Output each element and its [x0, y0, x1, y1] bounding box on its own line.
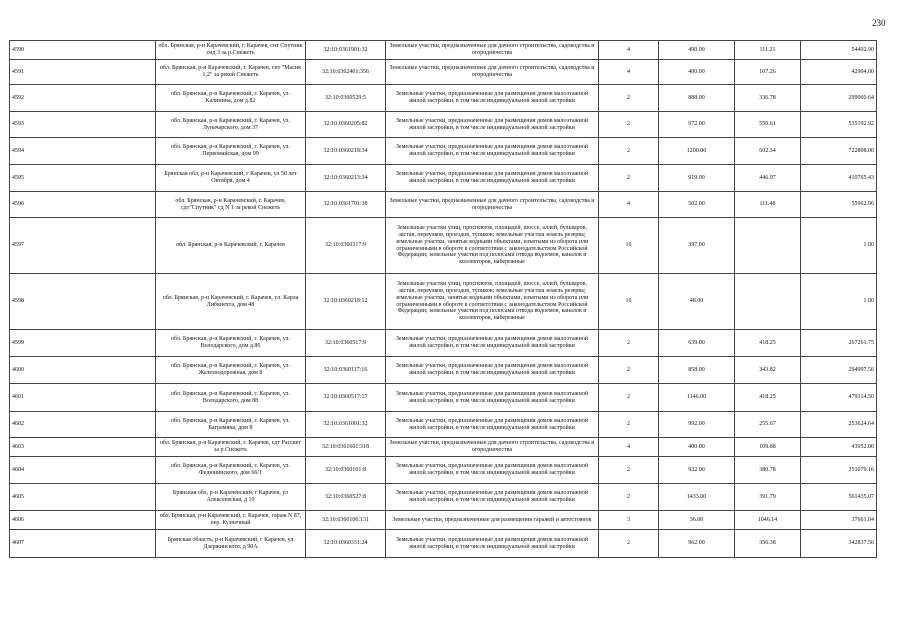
specific-value-cell: 1046.14 — [735, 511, 801, 530]
cadastral-value-cell: 55962.96 — [801, 192, 877, 218]
specific-value-cell: 356.38 — [735, 530, 801, 558]
specific-value-cell: 418.25 — [735, 384, 801, 412]
use-group-cell: 2 — [599, 457, 659, 484]
specific-value-cell: 418.25 — [735, 330, 801, 357]
cadastral-number-cell: 32:10:0360317:9 — [306, 218, 386, 274]
use-group-cell: 2 — [599, 357, 659, 384]
area-cell: 1146.00 — [659, 384, 735, 412]
area-cell: 1433.00 — [659, 484, 735, 511]
cadastral-number-cell: 32:10:0360117:16 — [306, 357, 386, 384]
use-group-cell: 4 — [599, 60, 659, 85]
row-number: 4601 — [10, 384, 156, 412]
land-use-cell: Земельные участки, предназначенные для размещения домов малоэтажной жилой застройки, в том числе индивидуальной жилой застройки — [386, 530, 599, 558]
land-use-cell: Земельные участки улиц, проспектов, площадей, шоссе, аллей, бульваров, застав, переулков, проездов, тупиков; земельные участки земель резерва; земельные участки, занятые водными объектами, изъятыми из оборота или ограниченными в обороте в соответствии с законодательством Российской Федерации; земельные участки под полосами отвода водоемов, каналов и коллекторов, набережные — [386, 274, 599, 330]
land-use-cell: Земельные участки, предназначенные для размещения домов малоэтажной жилой застройки, в том числе индивидуальной жилой застройки — [386, 165, 599, 192]
area-cell: 972.00 — [659, 112, 735, 138]
table-row — [10, 60, 877, 85]
cadastral-value-cell: 1.00 — [801, 218, 877, 274]
cadastral-number-cell: 32:10:0361901:32 — [306, 41, 386, 60]
specific-value-cell: 391.79 — [735, 484, 801, 511]
row-number: 4606 — [10, 511, 156, 530]
area-cell: 400.00 — [659, 438, 735, 457]
specific-value-cell: 111.21 — [735, 41, 801, 60]
address-cell: обл. Брянская, р-н Карачевский, г. Карачев — [156, 218, 306, 274]
cadastral-value-cell: 479314.50 — [801, 384, 877, 412]
table-row — [10, 384, 877, 412]
land-use-cell: Земельные участки улиц, проспектов, площадей, шоссе, аллей, бульваров, застав, переулков, проездов, тупиков; земельные участки земель резерва; земельные участки, занятые водными объектами, изъятыми из оборота или ограниченными в обороте в соответствии с законодательством Российской Федерации; земельные участки под полосами отвода водоемов, каналов и коллекторов, набережные — [386, 218, 599, 274]
cadastral-number-cell: 32:10:0360218:34 — [306, 138, 386, 165]
use-group-cell: 2 — [599, 112, 659, 138]
use-group-cell: 4 — [599, 41, 659, 60]
area-cell: 888.00 — [659, 85, 735, 112]
row-number: 4604 — [10, 457, 156, 484]
area-cell: 48.00 — [659, 274, 735, 330]
row-number: 4597 — [10, 218, 156, 274]
table-row — [10, 85, 877, 112]
row-number: 4605 — [10, 484, 156, 511]
use-group-cell: 2 — [599, 384, 659, 412]
cadastral-value-cell: 410765.43 — [801, 165, 877, 192]
table-row — [10, 41, 877, 60]
area-cell: 639.00 — [659, 330, 735, 357]
use-group-cell: 2 — [599, 330, 659, 357]
cadastral-value-cell: 267261.75 — [801, 330, 877, 357]
row-number: 4598 — [10, 274, 156, 330]
specific-value-cell: 255.67 — [735, 412, 801, 438]
use-group-cell: 16 — [599, 218, 659, 274]
area-cell: 502.00 — [659, 192, 735, 218]
cadastral-number-cell: 32:10:0360529:5 — [306, 85, 386, 112]
address-cell: Брянская обл, р-н Карачевский, г Карачев, ул Алексеевская, д 10 — [156, 484, 306, 511]
table-row — [10, 412, 877, 438]
address-cell: обл. Брянская, р-н Карачевский, г. Карачев, ул. Володарского, дом 88 — [156, 384, 306, 412]
cadastral-value-cell: 294997.56 — [801, 357, 877, 384]
cadastral-number-cell: 32:10:0360517:17 — [306, 384, 386, 412]
cadastral-number-cell: 32:10:0360101:8 — [306, 457, 386, 484]
land-use-cell: Земельные участки, предназначенные для размещения домов малоэтажной жилой застройки, в том числе индивидуальной жилой застройки — [386, 112, 599, 138]
cadastral-number-cell: 32:10:0361001:32 — [306, 412, 386, 438]
table-row — [10, 357, 877, 384]
land-use-cell: Земельные участки, предназначенные для размещения домов малоэтажной жилой застройки, в том числе индивидуальной жилой застройки — [386, 484, 599, 511]
cadastral-value-table — [9, 40, 877, 558]
row-number: 4594 — [10, 138, 156, 165]
row-number: 4602 — [10, 412, 156, 438]
address-cell: обл. Брянская, р-н Карачевский, г. Карачев, ул. Баграмяна, дом 8 — [156, 412, 306, 438]
land-use-cell: Земельные участки, предназначенные для размещения домов малоэтажной жилой застройки, в том числе индивидуальной жилой застройки — [386, 412, 599, 438]
address-cell: обл. Брянская, р-н Карачевский, г. Карачев, сдт"Спутник" сд N 1 за рекой Снежеть — [156, 192, 306, 218]
area-cell: 1200.00 — [659, 138, 735, 165]
row-number: 4595 — [10, 165, 156, 192]
specific-value-cell: 380.78 — [735, 457, 801, 484]
address-cell: обл. Брянская, р-н Карачевский, г. Карачев, ул. Федюнинского, дом 66/1 — [156, 457, 306, 484]
specific-value-cell: 446.97 — [735, 165, 801, 192]
cadastral-value-cell: 1.00 — [801, 274, 877, 330]
cadastral-value-cell: 42904.00 — [801, 60, 877, 85]
row-number: 4607 — [10, 530, 156, 558]
land-use-cell: Земельные участки, предназначенные для дачного строительства, садоводства и огородничества — [386, 438, 599, 457]
address-cell: обл. Брянская, р-н Карачевский, г. Карачев, ул. Железнодорожная, дом 8 — [156, 357, 306, 384]
cadastral-value-cell: 722808.00 — [801, 138, 877, 165]
specific-value-cell: 111.48 — [735, 192, 801, 218]
table-body — [10, 41, 877, 558]
cadastral-number-cell: 32:10:0360205:82 — [306, 112, 386, 138]
cadastral-number-cell: 32:10:0361701:38 — [306, 192, 386, 218]
address-cell: обл. Брянская, р-н Карачевский, г. Карачев, сдт Рассвет за р.Снежеть — [156, 438, 306, 457]
specific-value-cell — [735, 218, 801, 274]
area-cell: 919.00 — [659, 165, 735, 192]
cadastral-value-cell: 561435.07 — [801, 484, 877, 511]
cadastral-value-cell: 342837.56 — [801, 530, 877, 558]
use-group-cell: 2 — [599, 138, 659, 165]
use-group-cell: 3 — [599, 511, 659, 530]
cadastral-number-cell: 32:10:0360527:8 — [306, 484, 386, 511]
cadastral-value-cell: 54492.90 — [801, 41, 877, 60]
specific-value-cell: 602.34 — [735, 138, 801, 165]
area-cell: 36.00 — [659, 511, 735, 530]
land-use-cell: Земельные участки, предназначенные для дачного строительства, садоводства и огородничества — [386, 192, 599, 218]
table-row — [10, 192, 877, 218]
address-cell: обл. Брянская, р-н Карачевский, г. Карачев, гараж N 87, пер. Кузнечный — [156, 511, 306, 530]
land-use-cell: Земельные участки, предназначенные для размещения домов малоэтажной жилой застройки, в том числе индивидуальной жилой застройки — [386, 138, 599, 165]
area-cell: 490.00 — [659, 41, 735, 60]
use-group-cell: 2 — [599, 484, 659, 511]
table-row — [10, 165, 877, 192]
specific-value-cell: 343.82 — [735, 357, 801, 384]
specific-value-cell: 550.61 — [735, 112, 801, 138]
use-group-cell: 2 — [599, 530, 659, 558]
address-cell: обл. Брянская, р-н Карачевский, г. Карачев, ул. Калинина, дом д.82 — [156, 85, 306, 112]
row-number: 4599 — [10, 330, 156, 357]
use-group-cell: 4 — [599, 192, 659, 218]
land-use-cell: Земельные участки, предназначенные для размещения домов малоэтажной жилой застройки, в том числе индивидуальной жилой застройки — [386, 330, 599, 357]
page-number: 230 — [872, 18, 886, 28]
specific-value-cell: 336.78 — [735, 85, 801, 112]
use-group-cell: 16 — [599, 274, 659, 330]
cadastral-number-cell: 32:10:0361601:318 — [306, 438, 386, 457]
table-row — [10, 274, 877, 330]
table-row — [10, 484, 877, 511]
address-cell: Брянская область, р-н Карачевский, г Карачев, ул Дзержинского, д 90А — [156, 530, 306, 558]
cadastral-number-cell: 32:10:0360218:12 — [306, 274, 386, 330]
area-cell: 962.00 — [659, 530, 735, 558]
area-cell: 922.00 — [659, 457, 735, 484]
land-use-cell: Земельные участки, предназначенные для размещения гаражей и автостоянок — [386, 511, 599, 530]
address-cell: обл. Брянская, р-н Карачевский, г. Карачев, снт "Масив 1,2" за рекой Снежеть — [156, 60, 306, 85]
row-number: 4592 — [10, 85, 156, 112]
specific-value-cell: 109.88 — [735, 438, 801, 457]
cadastral-number-cell: 32:10:0360331:24 — [306, 530, 386, 558]
cadastral-number-cell: 32:10:0360106:131 — [306, 511, 386, 530]
row-number: 4593 — [10, 112, 156, 138]
land-use-cell: Земельные участки, предназначенные для дачного строительства, садоводства и огородничества — [386, 60, 599, 85]
cadastral-value-cell: 37661.04 — [801, 511, 877, 530]
specific-value-cell — [735, 274, 801, 330]
cadastral-number-cell: 32:10:0360517:9 — [306, 330, 386, 357]
cadastral-value-cell: 43952.00 — [801, 438, 877, 457]
address-cell: обл. Брянская, р-н Карачевский, г. Карачев, ул. Володарского, дом д.86 — [156, 330, 306, 357]
address-cell: обл. Брянская, р-н Карачевский, г. Карачев, ул. Первомайская, дом 99 — [156, 138, 306, 165]
area-cell: 992.00 — [659, 412, 735, 438]
cadastral-value-cell: 351079.16 — [801, 457, 877, 484]
area-cell: 397.00 — [659, 218, 735, 274]
address-cell: обл. Брянская, р-н Карачевский, г. Карачев, ул. Карла Либкнехта, дом 48 — [156, 274, 306, 330]
table-row — [10, 511, 877, 530]
row-number: 4603 — [10, 438, 156, 457]
table-row — [10, 138, 877, 165]
specific-value-cell: 107.26 — [735, 60, 801, 85]
land-use-cell: Земельные участки, предназначенные для размещения домов малоэтажной жилой застройки, в том числе индивидуальной жилой застройки — [386, 85, 599, 112]
use-group-cell: 2 — [599, 165, 659, 192]
use-group-cell: 4 — [599, 438, 659, 457]
land-use-cell: Земельные участки, предназначенные для дачного строительства, садоводства и огородничества — [386, 41, 599, 60]
address-cell: Брянская обл, р-н Карачевский, г Карачев, ул 50 лет Октября, дом 4 — [156, 165, 306, 192]
use-group-cell: 2 — [599, 85, 659, 112]
table-row — [10, 457, 877, 484]
row-number: 4590 — [10, 41, 156, 60]
cadastral-value-cell: 253624.64 — [801, 412, 877, 438]
land-use-cell: Земельные участки, предназначенные для размещения домов малоэтажной жилой застройки, в том числе индивидуальной жилой застройки — [386, 384, 599, 412]
area-cell: 400.00 — [659, 60, 735, 85]
area-cell: 858.00 — [659, 357, 735, 384]
cadastral-number-cell: 32:10:0360213:34 — [306, 165, 386, 192]
table-row — [10, 330, 877, 357]
row-number: 4591 — [10, 60, 156, 85]
table-row — [10, 112, 877, 138]
address-cell: обл. Брянская, р-н Карачевский, г. Карачев, ул. Луначарского, дом 37 — [156, 112, 306, 138]
table-row — [10, 530, 877, 558]
land-use-cell: Земельные участки, предназначенные для размещения домов малоэтажной жилой застройки, в том числе индивидуальной жилой застройки — [386, 457, 599, 484]
address-cell: обл. Брянская, р-н Карачевский, г. Карачев, снт Спутник снд 3 за р.Снежеть — [156, 41, 306, 60]
table-row — [10, 218, 877, 274]
cadastral-value-cell: 299060.64 — [801, 85, 877, 112]
cadastral-value-cell: 535192.92 — [801, 112, 877, 138]
cadastral-number-cell: 32:10:0362401:356 — [306, 60, 386, 85]
land-use-cell: Земельные участки, предназначенные для размещения домов малоэтажной жилой застройки, в том числе индивидуальной жилой застройки — [386, 357, 599, 384]
row-number: 4600 — [10, 357, 156, 384]
use-group-cell: 2 — [599, 412, 659, 438]
table-row — [10, 438, 877, 457]
row-number: 4596 — [10, 192, 156, 218]
